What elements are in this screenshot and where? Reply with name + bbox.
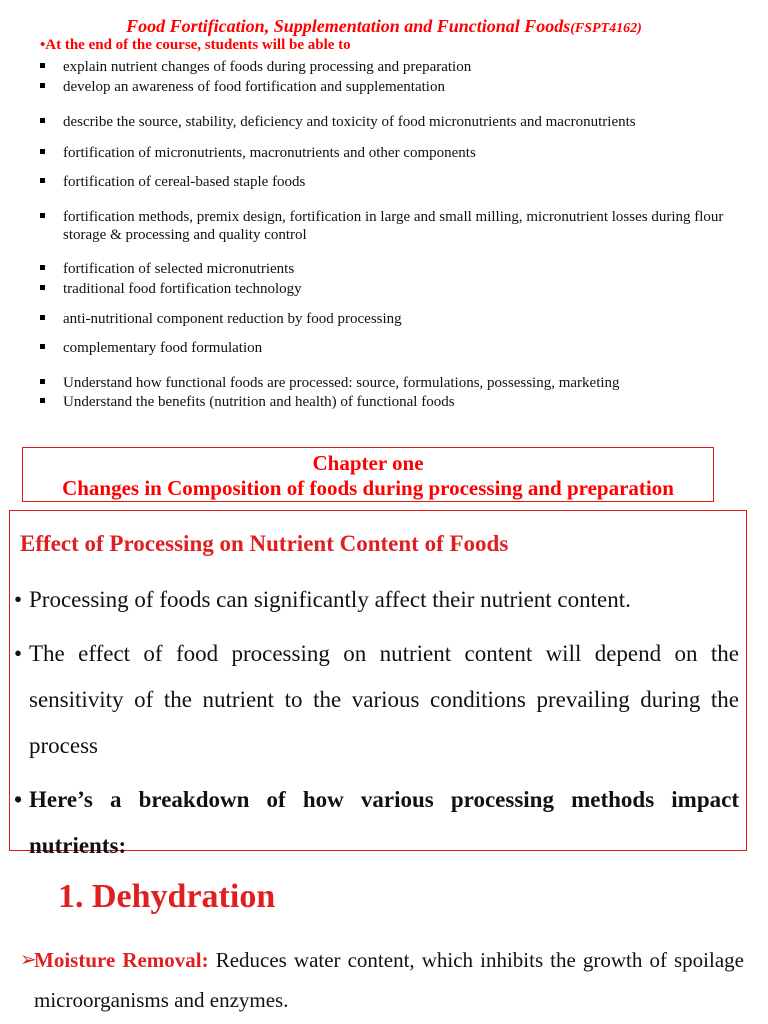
chapter-title: Changes in Composition of foods during processing and preparation — [62, 476, 674, 500]
objective-item: fortification of selected micronutrients — [40, 260, 740, 278]
objective-item: fortification of cereal-based staple foods — [40, 173, 740, 191]
bullet-dot-icon: • — [14, 641, 23, 666]
bullet-dot-icon: • — [14, 787, 23, 812]
effect-section-title: Effect of Processing on Nutrient Content of Foods — [20, 531, 509, 556]
square-bullet-icon — [40, 315, 45, 320]
objective-item: explain nutrient changes of foods during processing and preparation — [40, 58, 740, 76]
square-bullet-icon — [40, 379, 45, 384]
square-bullet-icon — [40, 344, 45, 349]
objective-item: fortification methods, premix design, fortification in large and small milling, micronutrient losses during flour storage & processing and quality control — [40, 208, 740, 244]
chapter-number: Chapter one — [312, 451, 424, 475]
square-bullet-icon — [40, 149, 45, 154]
objective-item: Understand how functional foods are processed: source, formulations, possessing, marketing — [40, 374, 740, 392]
objective-item: describe the source, stability, deficiency and toxicity of food micronutrients and macronutrients — [40, 113, 740, 131]
square-bullet-icon — [40, 83, 45, 88]
effect-point: • The effect of food processing on nutrient content will depend on the sensitivity of the nutrient to the various conditions prevailing during the process — [14, 631, 739, 769]
moisture-removal-point — [20, 940, 744, 1020]
dehydration-heading: 1. Dehydration — [58, 878, 276, 915]
objective-item: Understand the benefits (nutrition and health) of functional foods — [40, 393, 740, 411]
effect-point: • Processing of foods can significantly affect their nutrient content. — [14, 577, 739, 623]
objective-item: anti-nutritional component reduction by food processing — [40, 310, 740, 328]
square-bullet-icon — [40, 118, 45, 123]
effect-point: • Here’s a breakdown of how various processing methods impact nutrients: — [14, 777, 739, 869]
course-title — [0, 16, 768, 37]
objectives-intro: •At the end of the course, students will be able to — [40, 37, 351, 53]
square-bullet-icon — [40, 285, 45, 290]
square-bullet-icon — [40, 398, 45, 403]
course-title-text: Food Fortification, Supplementation and Functional Foods — [126, 16, 571, 36]
moisture-removal-label: Moisture Removal: — [34, 948, 209, 972]
objective-item: traditional food fortification technology — [40, 280, 740, 298]
bullet-dot-icon: • — [14, 587, 23, 612]
square-bullet-icon — [40, 178, 45, 183]
square-bullet-icon — [40, 265, 45, 270]
objective-item: fortification of micronutrients, macronutrients and other components — [40, 144, 740, 162]
arrow-bullet-icon: ➢ — [20, 949, 37, 971]
course-code: (FSPT4162) — [570, 21, 642, 36]
objective-item: complementary food formulation — [40, 339, 740, 357]
moisture-removal-text: Reduces water content, which inhibits the growth of spoilage microorganisms and enzymes. — [34, 948, 744, 1012]
chapter-heading-box — [22, 447, 714, 502]
square-bullet-icon — [40, 213, 45, 218]
square-bullet-icon — [40, 63, 45, 68]
objective-item: develop an awareness of food fortification and supplementation — [40, 78, 740, 96]
